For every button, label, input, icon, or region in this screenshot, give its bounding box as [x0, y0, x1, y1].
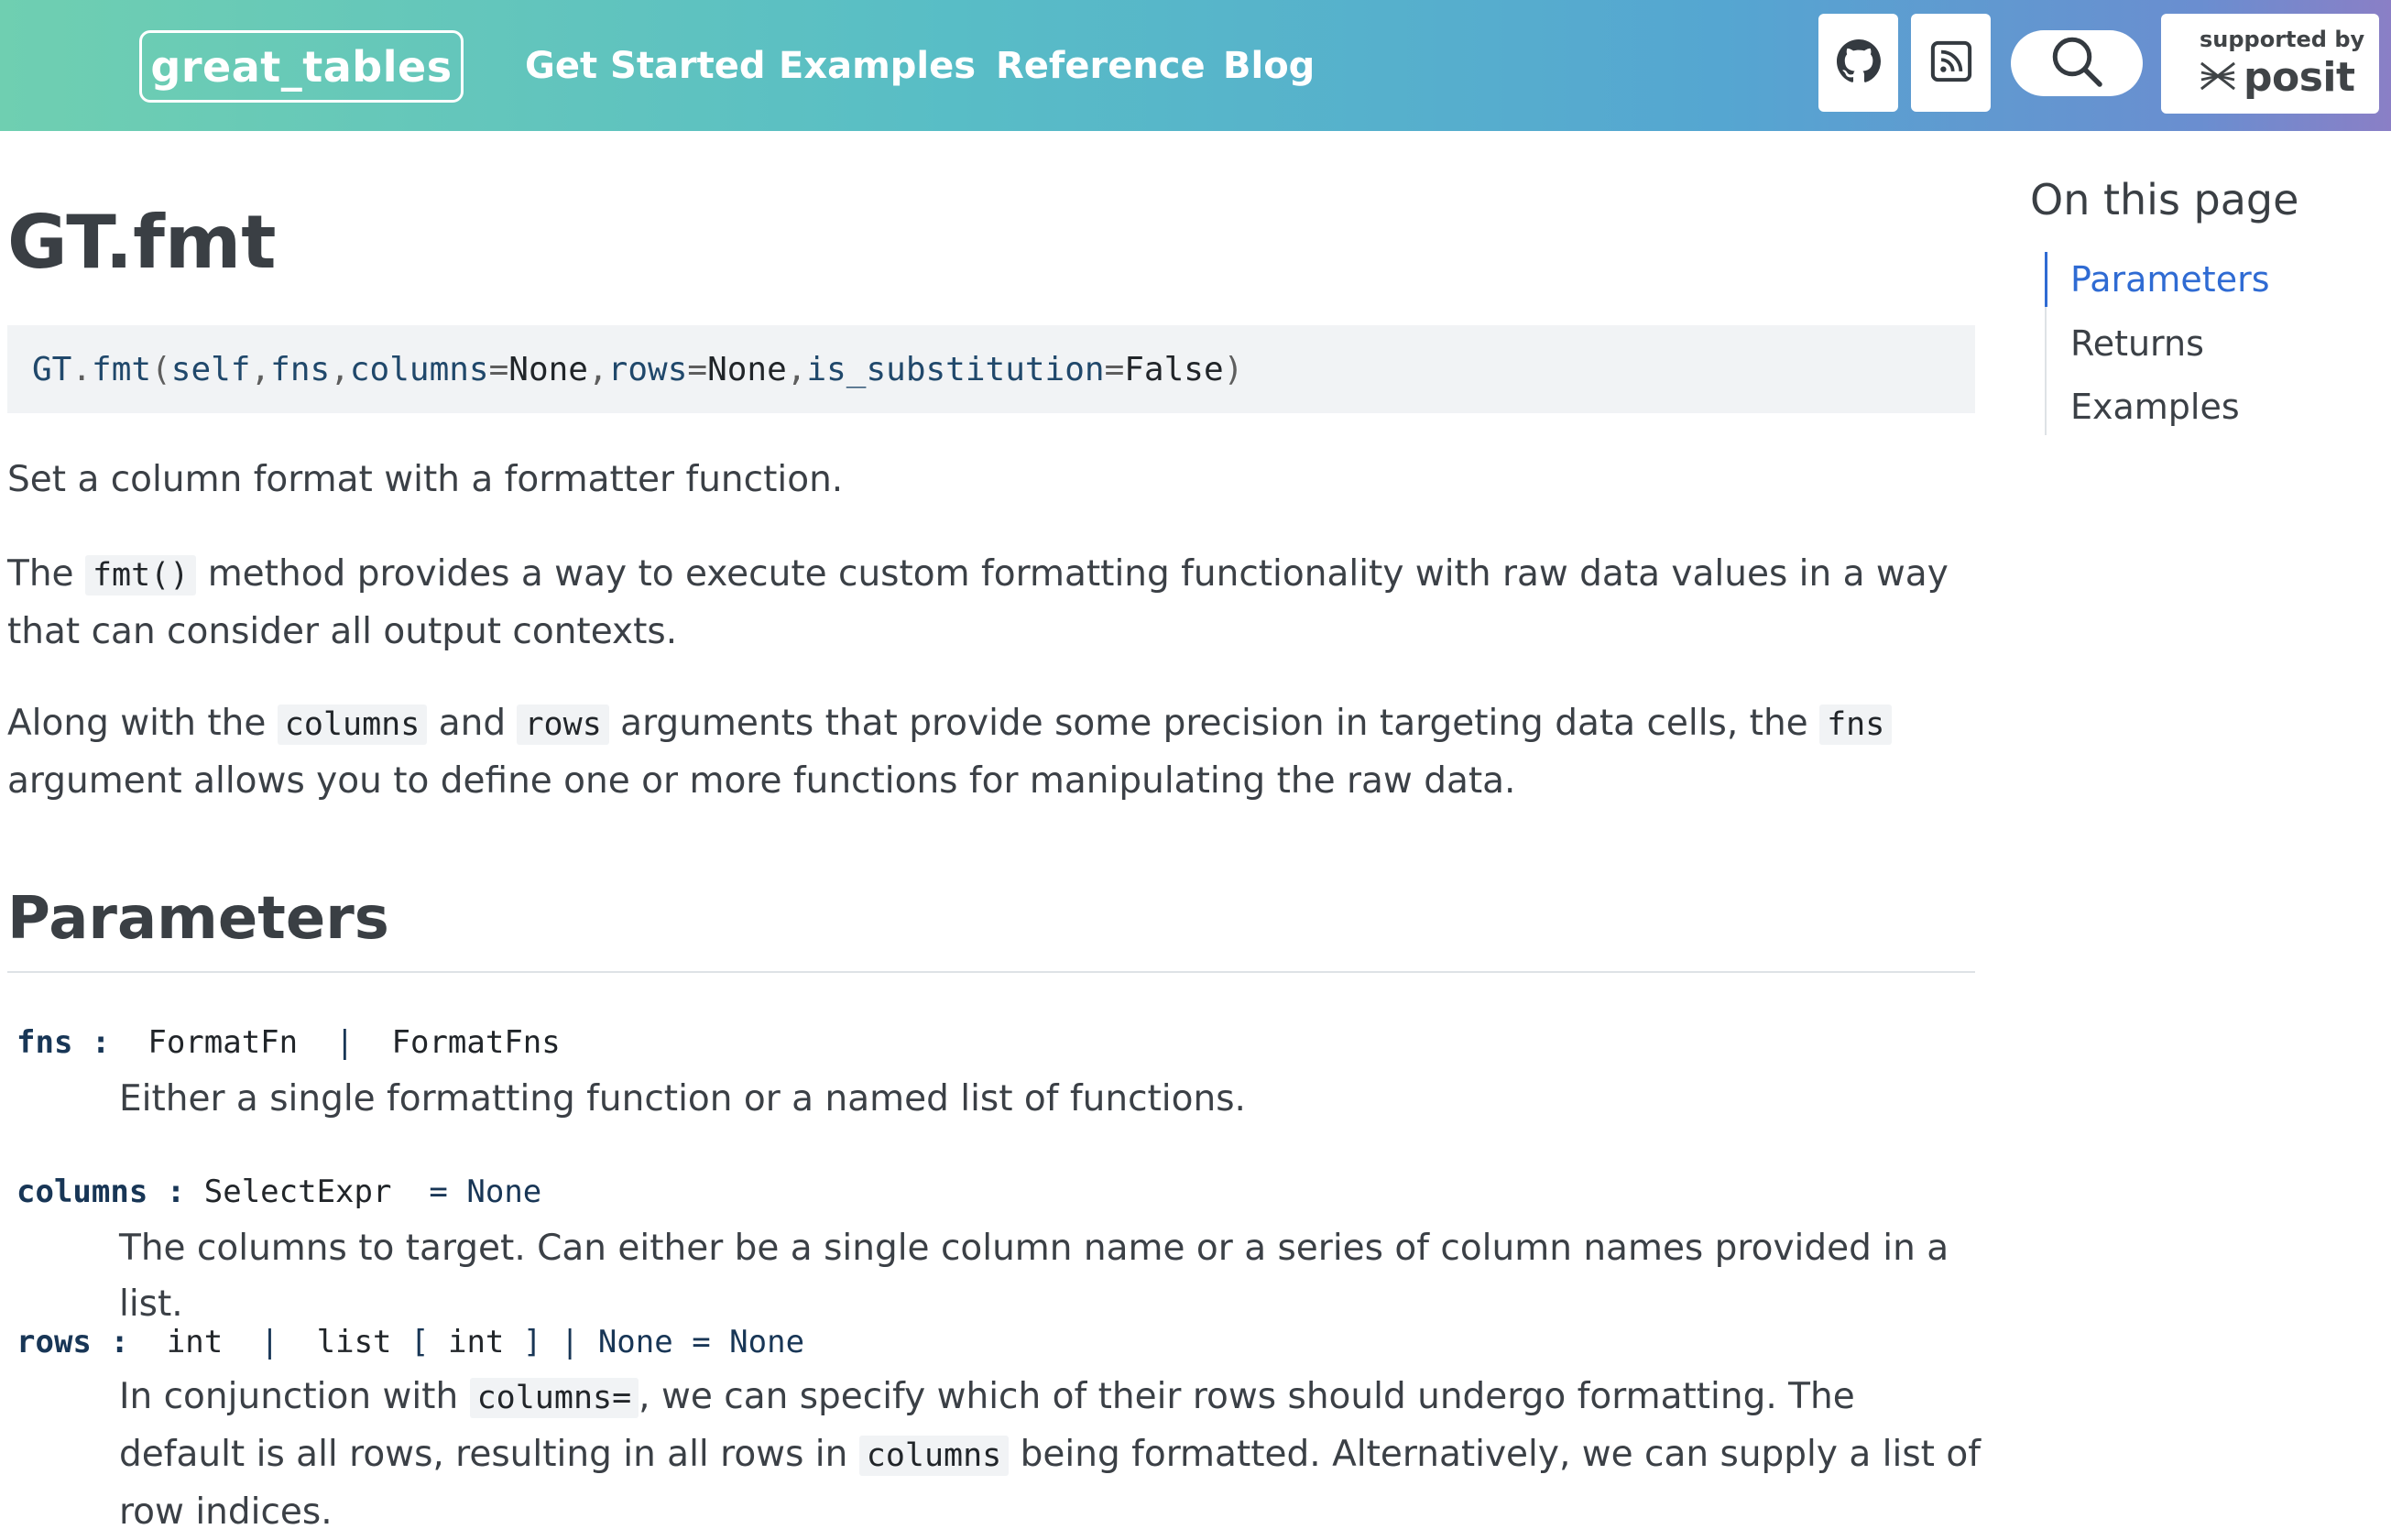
posit-wordmark: posit [2244, 54, 2355, 101]
param-fns-description: Either a single formatting function or a named list of functions. [119, 1078, 1246, 1120]
toc-active-indicator [2045, 252, 2047, 307]
toc-item-parameters[interactable]: Parameters [2070, 259, 2270, 300]
inline-code-fns: fns [1819, 704, 1892, 745]
toc-item-returns[interactable]: Returns [2070, 323, 2204, 364]
description-paragraph-2: Along with the columns and rows arguments that provide some precision in targeting data cells, the fns argument allows you to define one or more functions for manipulating the raw data. [7, 695, 1986, 809]
inline-code-columns: columns [278, 704, 428, 745]
rss-icon [1930, 40, 1972, 86]
search-icon [2049, 34, 2104, 93]
search-button[interactable] [2011, 30, 2143, 96]
nav-link-blog[interactable]: Blog [1223, 45, 1316, 87]
toc-nav [2045, 252, 2356, 435]
nav-link-get-started[interactable]: Get Started [525, 45, 766, 87]
parameters-heading: Parameters [7, 885, 389, 953]
rss-button[interactable] [1911, 14, 1991, 112]
inline-code-columns-2: columns [859, 1436, 1010, 1476]
nav-link-examples[interactable]: Examples [779, 45, 977, 87]
description-paragraph-1: The fmt() method provides a way to execute custom formatting functionality with raw data values in a way that can consider all output contexts. [7, 553, 1949, 652]
param-rows-description: In conjunction with columns= , we can specify which of their rows should undergo formatting. The default is all rows, resulting in all rows in columns being formatted. Alternatively, we can supply a list of row indices. [119, 1376, 1981, 1533]
brand-logo-link[interactable]: great_tables [139, 30, 464, 103]
param-rows-signature: rows : int | list [ int ] | None = None [16, 1324, 805, 1360]
function-signature-code: GT . fmt ( self , fns , columns = None , rows = None , is_substitution = False ) [7, 325, 1975, 413]
github-icon [1837, 39, 1881, 87]
param-fns-signature: fns : FormatFn | FormatFns [16, 1024, 561, 1061]
posit-sponsor-badge[interactable] [2161, 14, 2379, 114]
top-navbar [0, 0, 2391, 131]
summary-paragraph: Set a column format with a formatter function. [7, 459, 844, 500]
inline-code-rows: rows [517, 704, 608, 745]
section-divider [7, 971, 1975, 973]
toc-item-examples[interactable]: Examples [2070, 387, 2240, 427]
posit-logo [2198, 54, 2355, 101]
inline-code-fmt: fmt() [85, 555, 196, 595]
toc-title: On this page [2030, 175, 2299, 224]
param-columns-description: The columns to target. Can either be a single column name or a series of column names provided in a list. [119, 1228, 1949, 1325]
github-button[interactable] [1818, 14, 1898, 112]
param-columns-signature: columns : SelectExpr = None [16, 1174, 542, 1210]
inline-code-columns-eq: columns= [470, 1378, 639, 1418]
posit-mark-icon [2198, 58, 2238, 98]
supported-by-label: supported by [2200, 27, 2365, 52]
nav-link-reference[interactable]: Reference [996, 45, 1206, 87]
page-title: GT.fmt [7, 200, 277, 285]
